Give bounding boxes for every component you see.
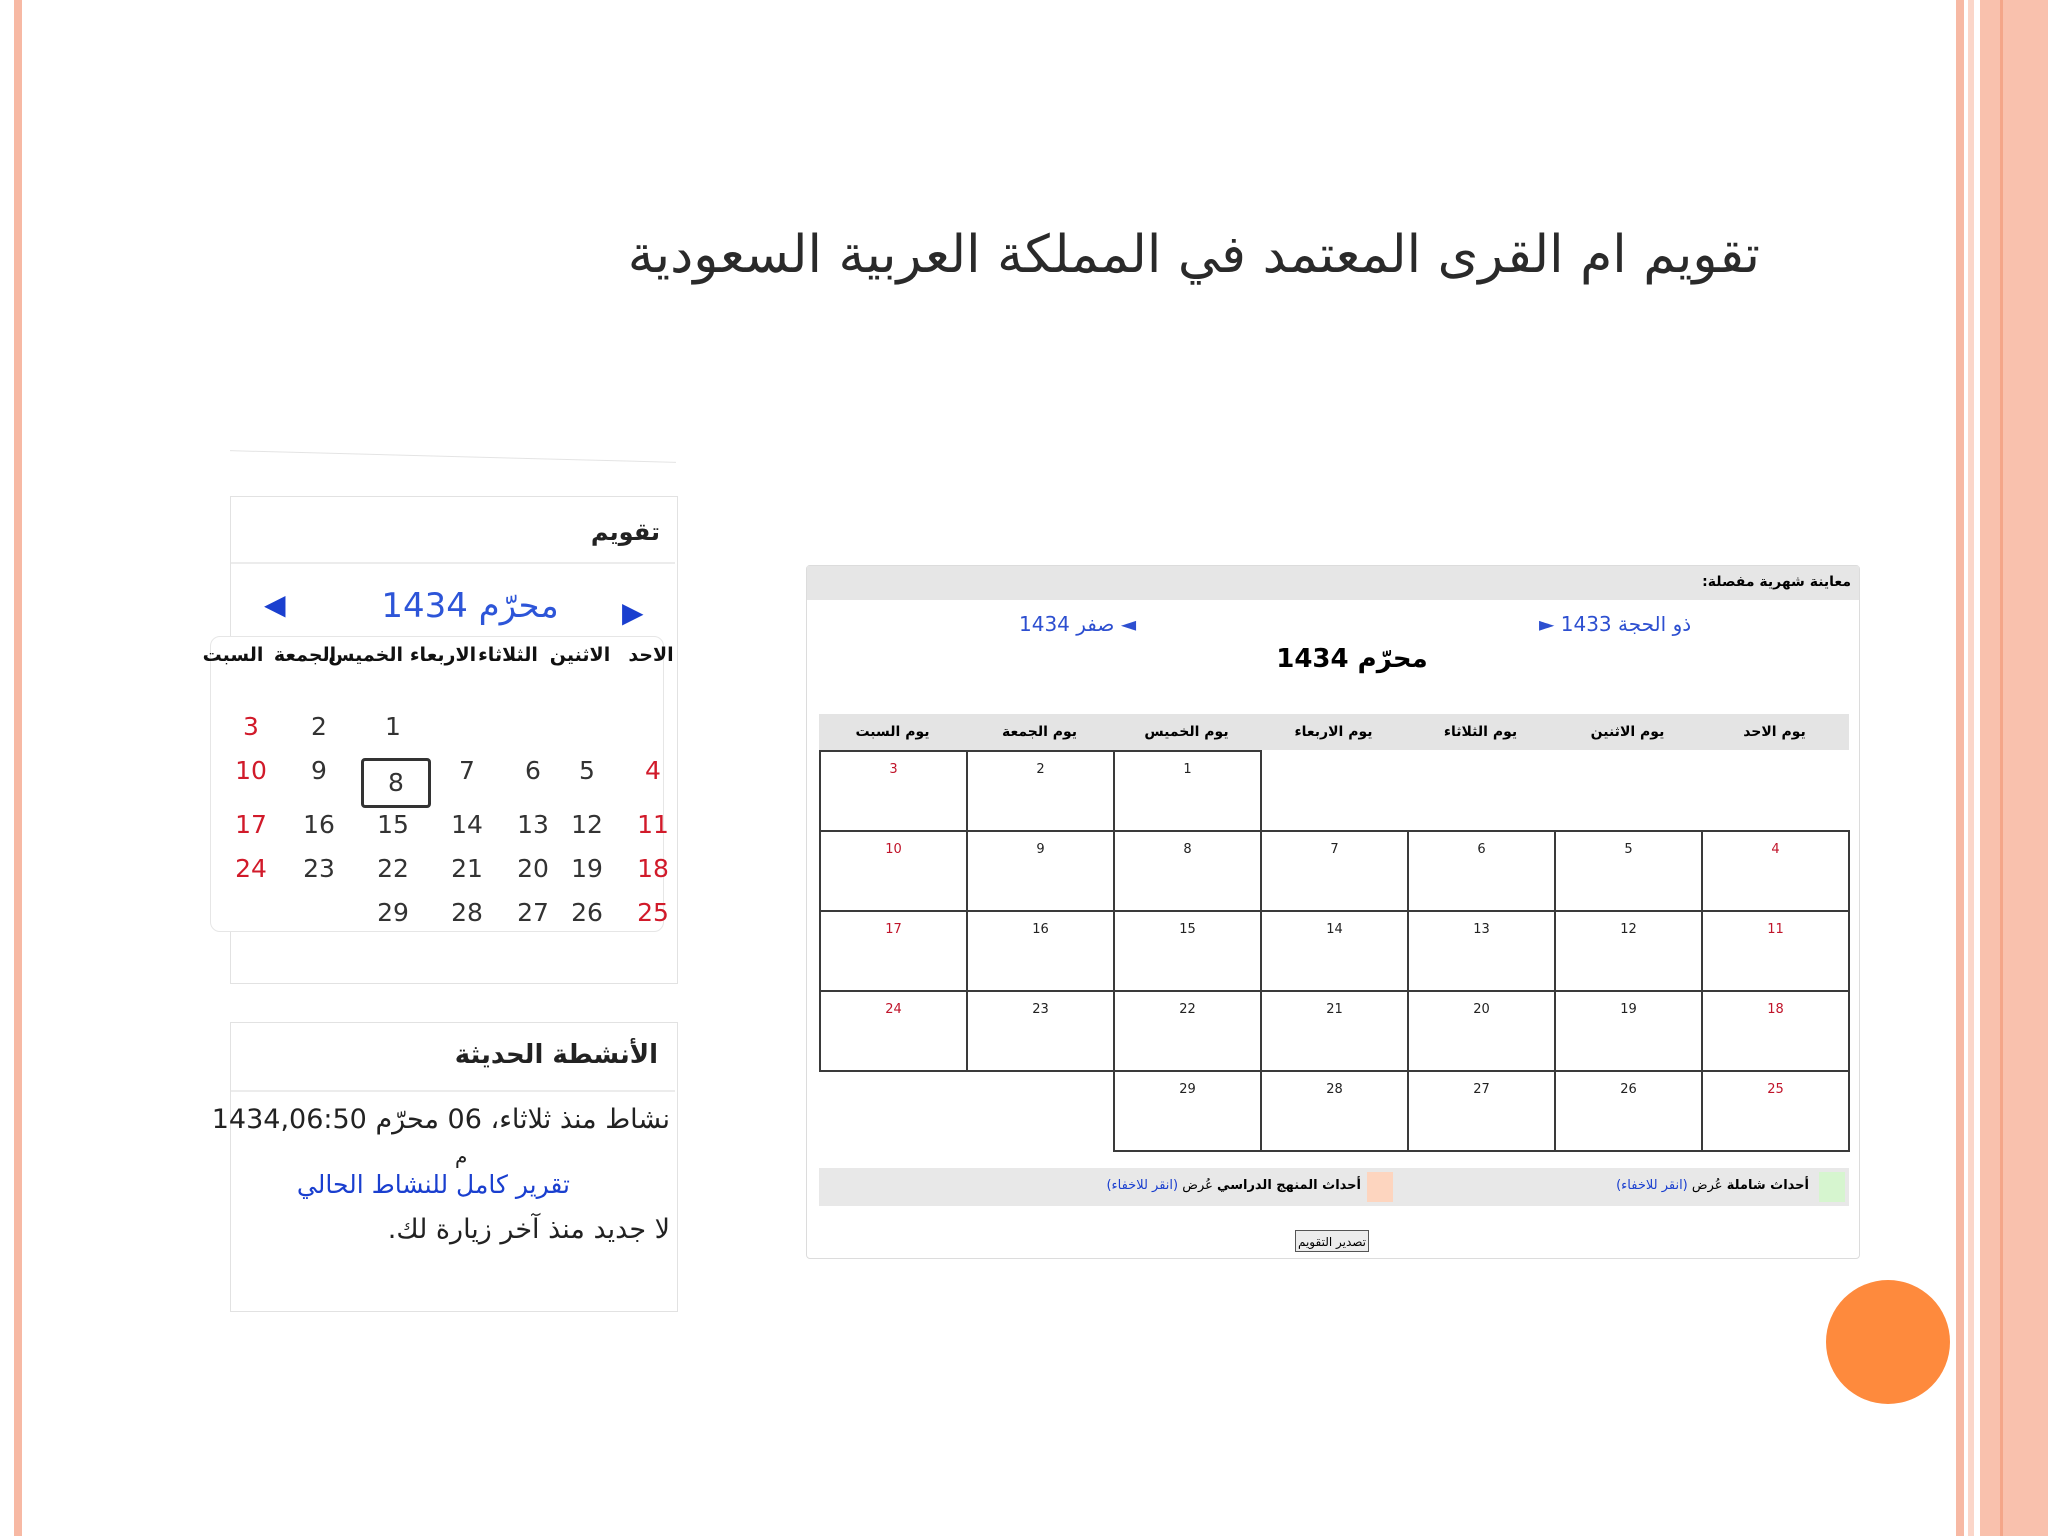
last-activity-text: نشاط منذ ثلاثاء، 06 محرّم 1434,06:50 [211, 1104, 670, 1135]
day-number: 2 [1036, 762, 1045, 777]
decorative-orange-circle [1826, 1280, 1950, 1404]
day-number: 9 [1036, 842, 1045, 857]
calendar-day-cell[interactable] [1554, 1070, 1703, 1152]
calendar-day-cell[interactable] [1113, 990, 1262, 1072]
day-number: 25 [1767, 1082, 1784, 1097]
month-title: محرّم 1434 [1276, 644, 1428, 674]
export-calendar-button[interactable]: تصدير التقويم [1295, 1230, 1369, 1252]
calendar-day-cell[interactable] [966, 750, 1115, 832]
mini-day-header: السبت [202, 644, 264, 666]
calendar-day-cell[interactable] [1113, 830, 1262, 912]
mini-calendar-widget [202, 450, 680, 1340]
calendar-day-cell[interactable] [1113, 1070, 1262, 1152]
day-number: 6 [1477, 842, 1486, 857]
mini-calendar-day[interactable]: 20 [517, 854, 549, 883]
mini-calendar-day[interactable]: 7 [459, 756, 475, 785]
legend-action: عُرض [1182, 1178, 1213, 1193]
calendar-day-cell[interactable] [1554, 910, 1703, 992]
calendar-day-cell[interactable] [1113, 910, 1262, 992]
no-new-activity-text: لا جديد منذ آخر زيارة لك. [387, 1214, 670, 1245]
day-number: 27 [1473, 1082, 1490, 1097]
mini-calendar-day[interactable]: 17 [235, 810, 267, 839]
right-border-band [1980, 0, 2048, 1536]
day-header: يوم السبت [855, 724, 930, 740]
day-header: يوم الثلاثاء [1443, 724, 1518, 740]
mini-calendar-day[interactable]: 16 [303, 810, 335, 839]
legend-swatch-curriculum [1367, 1172, 1393, 1202]
calendar-day-cell[interactable] [1701, 910, 1850, 992]
mini-calendar-day[interactable]: 10 [235, 756, 267, 785]
day-header: يوم الخميس [1144, 724, 1229, 740]
day-number: 15 [1179, 922, 1196, 937]
mini-calendar-day[interactable]: 15 [377, 810, 409, 839]
legend-item-global [1616, 1178, 1809, 1193]
day-number: 8 [1183, 842, 1192, 857]
mini-calendar-day[interactable]: 13 [517, 810, 549, 839]
mini-calendar-day[interactable]: 11 [637, 810, 669, 839]
mini-calendar-day[interactable]: 29 [377, 898, 409, 927]
monthly-calendar-panel [806, 565, 1860, 1259]
day-number: 14 [1326, 922, 1343, 937]
mini-calendar-day[interactable]: 3 [243, 712, 259, 741]
legend-toggle-link[interactable]: (انقر للاخفاء) [1616, 1178, 1688, 1193]
mini-calendar-day[interactable]: 25 [637, 898, 669, 927]
day-number: 19 [1620, 1002, 1637, 1017]
monthly-view-header-text: معاينة شهرية مفصلة: [1702, 574, 1851, 590]
right-border-stripe-2 [1968, 0, 1974, 1536]
calendar-day-cell[interactable] [1701, 830, 1850, 912]
calendar-day-cell[interactable] [819, 990, 968, 1072]
calendar-day-cell[interactable] [1260, 990, 1409, 1072]
mini-calendar-month[interactable]: محرّم 1434 [381, 586, 559, 626]
day-number: 29 [1179, 1082, 1196, 1097]
day-number: 21 [1326, 1002, 1343, 1017]
legend-item-curriculum [1106, 1178, 1361, 1193]
day-number: 24 [885, 1002, 902, 1017]
calendar-day-cell[interactable] [1554, 830, 1703, 912]
mini-calendar-day[interactable]: 14 [451, 810, 483, 839]
legend-action: عُرض [1691, 1178, 1723, 1193]
day-number: 23 [1032, 1002, 1049, 1017]
calendar-day-cell[interactable] [1701, 990, 1850, 1072]
calendar-day-cell[interactable] [966, 910, 1115, 992]
day-number: 12 [1620, 922, 1637, 937]
day-number: 18 [1767, 1002, 1784, 1017]
calendar-day-cell[interactable] [1260, 1070, 1409, 1152]
day-header: يوم الاحد [1743, 724, 1806, 740]
next-month-link[interactable]: ذو الحجة 1433 ► [1539, 612, 1692, 636]
mini-calendar-day[interactable]: 5 [579, 756, 595, 785]
divider [231, 1090, 675, 1092]
calendar-day-cell[interactable] [1113, 750, 1262, 832]
day-number: 28 [1326, 1082, 1343, 1097]
legend-label: أحداث المنهج الدراسي [1217, 1178, 1361, 1193]
slide-title: تقويم ام القرى المعتمد في المملكة العربية السعودية [627, 225, 1760, 285]
day-header: يوم الجمعة [1001, 724, 1078, 740]
calendar-day-cell[interactable] [819, 910, 968, 992]
calendar-day-cell[interactable] [819, 830, 968, 912]
calendar-day-cell[interactable] [1407, 910, 1556, 992]
day-header: يوم الاربعاء [1294, 724, 1373, 740]
day-number: 4 [1771, 842, 1780, 857]
mini-day-header: الثلاثاء [478, 644, 538, 666]
day-number: 10 [885, 842, 902, 857]
prev-month-link[interactable]: ◄ صفر 1434 [1019, 612, 1137, 636]
divider [231, 562, 675, 564]
right-border-inner-line [2000, 0, 2003, 1536]
mini-day-header: الاحد [628, 644, 674, 666]
mini-calendar-day[interactable]: 24 [235, 854, 267, 883]
left-border-stripe [14, 0, 22, 1536]
mini-day-header: الاربعاء [409, 644, 477, 666]
full-activity-report-link[interactable]: تقرير كامل للنشاط الحالي [296, 1170, 570, 1199]
day-number: 20 [1473, 1002, 1490, 1017]
next-month-arrow-icon[interactable]: ▶ [622, 596, 644, 629]
monthly-view-header [807, 566, 1859, 600]
calendar-day-cell[interactable] [1407, 1070, 1556, 1152]
mini-calendar-day[interactable]: 2 [311, 712, 327, 741]
right-border-stripe-1 [1956, 0, 1964, 1536]
legend-toggle-link[interactable]: (انقر للاخفاء) [1106, 1178, 1179, 1193]
prev-month-arrow-icon[interactable]: ◀ [264, 588, 286, 621]
mini-calendar-day[interactable]: 19 [571, 854, 603, 883]
mini-calendar-day[interactable]: 22 [377, 854, 409, 883]
calendar-day-cell[interactable] [1407, 990, 1556, 1072]
day-number: 7 [1330, 842, 1339, 857]
day-number: 16 [1032, 922, 1049, 937]
calendar-day-cell[interactable] [1407, 830, 1556, 912]
divider [230, 450, 676, 483]
mini-calendar-day[interactable]: 6 [525, 756, 541, 785]
day-header: يوم الاثنين [1590, 724, 1665, 740]
mini-calendar-day[interactable]: 1 [385, 712, 401, 741]
day-number: 13 [1473, 922, 1490, 937]
calendar-day-cell[interactable] [1554, 990, 1703, 1072]
mini-calendar-day[interactable]: 18 [637, 854, 669, 883]
mini-day-header: الاثنين [549, 644, 611, 666]
mini-calendar-day[interactable]: 27 [517, 898, 549, 927]
mini-calendar-day[interactable]: 23 [303, 854, 335, 883]
mini-calendar-day[interactable]: 21 [451, 854, 483, 883]
day-number: 1 [1183, 762, 1192, 777]
calendar-day-cell[interactable] [966, 990, 1115, 1072]
mini-calendar-day[interactable]: 26 [571, 898, 603, 927]
mini-calendar-day[interactable]: 28 [451, 898, 483, 927]
day-number: 22 [1179, 1002, 1196, 1017]
legend-label: أحداث شاملة [1726, 1178, 1809, 1193]
day-number: 17 [885, 922, 902, 937]
day-number: 5 [1624, 842, 1633, 857]
day-number: 26 [1620, 1082, 1637, 1097]
calendar-day-cell[interactable] [1260, 830, 1409, 912]
day-number: 3 [889, 762, 898, 777]
mini-calendar-day[interactable]: 4 [645, 756, 661, 785]
mini-calendar-day[interactable]: 9 [311, 756, 327, 785]
last-activity-suffix: م [455, 1144, 468, 1168]
mini-calendar-title: تقويم [590, 518, 660, 546]
calendar-day-cell[interactable] [819, 750, 968, 832]
calendar-day-cell[interactable] [1701, 1070, 1850, 1152]
legend-swatch-global [1819, 1172, 1845, 1202]
day-number: 11 [1767, 922, 1784, 937]
calendar-day-cell[interactable] [966, 830, 1115, 912]
calendar-day-cell[interactable] [1260, 910, 1409, 992]
recent-activities-title: الأنشطة الحديثة [454, 1040, 658, 1070]
mini-calendar-day[interactable]: 12 [571, 810, 603, 839]
mini-day-header: الجمعة [273, 644, 337, 666]
mini-calendar-day[interactable]: 8 [361, 758, 431, 808]
mini-day-header: الخميس [328, 644, 403, 666]
